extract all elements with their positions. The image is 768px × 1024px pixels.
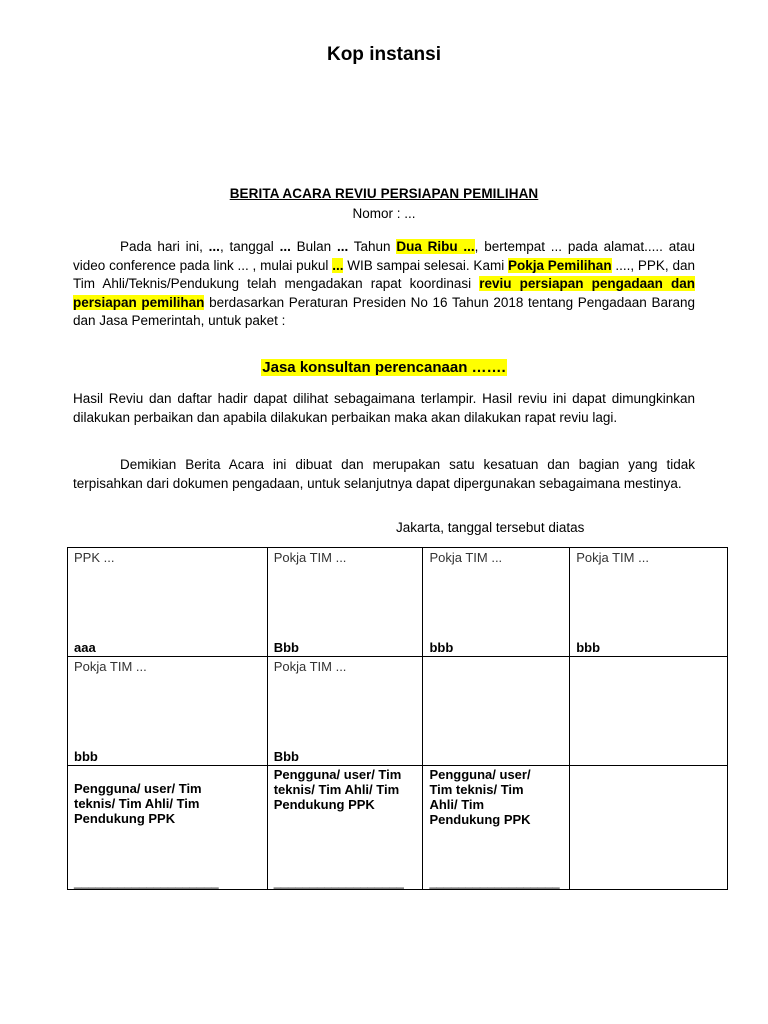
letterhead-placeholder: Kop instansi	[326, 44, 441, 65]
signature-line: __________________	[273, 874, 404, 889]
place-date: Jakarta, tanggal tersebut diatas	[396, 520, 585, 535]
signature-cell: Pengguna/ user/ Tim teknis/ Tim Ahli/ Tim Pendukung PPK ____________________	[68, 766, 268, 890]
signature-table	[67, 547, 728, 890]
highlight-pokja: Pokja Pemilihan	[507, 257, 612, 273]
highlight-year: Dua Ribu ...	[396, 239, 475, 254]
document-title: BERITA ACARA REVIU PERSIAPAN PEMILIHAN	[229, 186, 539, 201]
package-name: Jasa konsultan perencanaan …….	[262, 359, 506, 376]
document-number: Nomor : ...	[352, 206, 416, 221]
highlight-reviu: reviu persiapan pengadaan dan persiapan pemilihan	[73, 276, 695, 310]
signature-cell: Pokja TIM ... Bbb	[267, 657, 423, 766]
signature-line: __________________	[429, 874, 560, 889]
signature-cell: Pokja TIM ... bbb	[423, 548, 570, 657]
signature-row	[68, 657, 728, 766]
signature-cell: Pokja TIM ... bbb	[570, 548, 728, 657]
opening-paragraph: Pada hari ini, ..., tanggal ... Bulan ... Tahun Dua Ribu ..., bertempat ... pada alamat..... atau video conference pada link ... , mulai pukul ... WIB sampai selesai. Kami Pokja Pemilihan ...., PPK, dan Tim Ahli/Teknis/Pendukung telah mengadakan rapat koordinasi reviu persiapan pengadaan dan persiapan pemilihan berdasarkan Peraturan Presiden No 16 Tahun 2018 tentang Pengadaan Barang dan Jasa Pemerintah, untuk paket :	[73, 239, 695, 328]
signature-row	[68, 766, 728, 890]
signature-cell: PPK ... aaa	[68, 548, 268, 657]
signature-cell: Pokja TIM ... Bbb	[267, 548, 423, 657]
empty-cell	[423, 657, 570, 766]
empty-cell	[570, 766, 728, 890]
signature-line: ____________________	[74, 874, 219, 889]
signature-cell: Pokja TIM ... bbb	[68, 657, 268, 766]
signature-row	[68, 548, 728, 657]
signature-cell: Pengguna/ user/ Tim teknis/ Tim Ahli/ Tim Pendukung PPK __________________	[423, 766, 570, 890]
review-paragraph: Hasil Reviu dan daftar hadir dapat dilihat sebagaimana terlampir. Hasil reviu ini dapat dimungkinkan dilakukan perbaikan dan apabila dilakukan perbaikan maka akan dilakukan rapat reviu lagi.	[73, 391, 695, 425]
empty-cell	[570, 657, 728, 766]
highlight-time: ...	[332, 257, 344, 273]
signature-cell: Pengguna/ user/ Tim teknis/ Tim Ahli/ Tim Pendukung PPK __________________	[267, 766, 423, 890]
closing-paragraph: Demikian Berita Acara ini dibuat dan merupakan satu kesatuan dan bagian yang tidak terpisahkan dari dokumen pengadaan, untuk selanjutnya dapat dipergunakan sebagaimana mestinya.	[73, 457, 695, 491]
